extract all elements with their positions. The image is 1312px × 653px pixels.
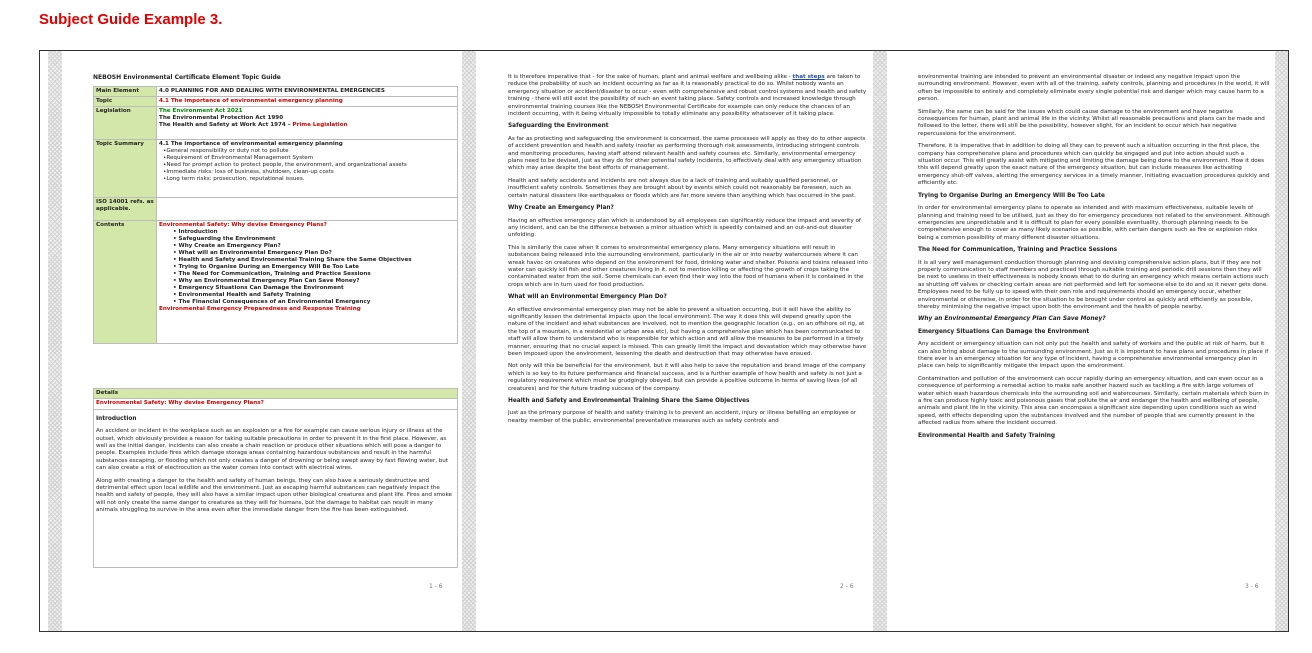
contents-label: Contents: [94, 221, 157, 344]
contents-item[interactable]: • The Need for Communication, Training and Practice Sessions: [173, 271, 455, 278]
paragraph: environmental training are intended to prevent an environmental disaster or indeed any negative impact upon the surrounding environment. However, even with all of the training, safety controls, planning and procedures in the world, it will often be impossible to entirely and completely eliminate every single potential risk and danger which may cause harm to a person.: [918, 74, 1270, 103]
legislation-line: The Environment Act 2021: [159, 108, 243, 115]
contents-item[interactable]: • Why Create an Emergency Plan?: [173, 243, 455, 250]
document-viewer[interactable]: [39, 50, 1289, 632]
page-gutter-2-3: [873, 51, 887, 631]
paragraph: Health and safety accidents and incidents are not always due to a lack of training and suitably qualified personnel, or insufficient safety controls. Sometimes they are brought about by events which could not reasonably be foreseen, such as certain natural disasters like earthquakes or floods which are far more severe than anything which has occurred in the past.: [508, 177, 856, 199]
topic-value: 4.1 The importance of environmental emergency planning: [157, 97, 458, 107]
section-heading: Trying to Organise During an Emergency Will Be Too Late: [918, 192, 1105, 199]
page-number: 2 - 6: [840, 583, 854, 590]
prime-legislation-tag: Prime Legislation: [292, 122, 348, 129]
legislation-line: The Environmental Protection Act 1990: [159, 115, 284, 122]
section-heading: Introduction: [96, 415, 137, 422]
details-subtitle: Environmental Safety: Why devise Emergency Plans?: [94, 398, 457, 408]
paragraph: An accident or incident in the workplace such as an explosion or a fire for example can cause serious injury or illness at the outset, which obviously provides a reason for taking suitable precautions in order to prevent it in the first place. However, as well as the initial danger, incidents can also create a chain reaction or produce other situations which will pose a danger to people. Examples include fires which damage storage areas containing hazardous substances and result in the harmful substances escaping, or flooding which not only creates a danger of drowning or being swept away by fast flowing water, but can also create a risk of electrocution as the water comes into contact with electrical wires.: [96, 428, 449, 472]
paragraph: In order for environmental emergency plans to operate as intended and with maximum effectiveness, suitable levels of planning and training need to be utilised, just as they do for emergency procedures not related to the environment. Although emergencies are unpredictable and it is difficult to plan for every possible eventuality, thorough planning needs to be comprehensive enough to cover as many likely scenarios as possible, with certain dangers such as fire or explosion risks being a common possibility of many different disaster situations.: [918, 205, 1270, 241]
paragraph: Just as the primary purpose of health and safety training is to prevent an accident, injury or illness befalling an employee or nearby member of the public, environmental preventative measures such as safety controls and: [508, 410, 857, 424]
legislation-label: Legislation: [94, 107, 157, 140]
paragraph-text: are taken to reduce the probability of such an incident occurring as far as it is reasonably practical to do so. Whilst nobody wants an emergency situation or accident/disaster to occur - even with comprehensive and robust control systems and health and safety training - there will still exist the possibility of such an event taking place. Safety controls and increased knowledge through environmental training courses like the NEBOSH Environmental Certificate for example can only reduce the chances of an incident occurring, with it being virtually impossible to totally eliminate any possibility whatsoever of it taking place.: [508, 74, 867, 118]
section-heading: Why an Environmental Emergency Plan Can Save Money?: [918, 316, 1106, 323]
document-page-3: [887, 51, 1275, 631]
page-gutter-1-2: [462, 51, 476, 631]
paragraph: As far as protecting and safeguarding the environment is concerned, the same processes will apply as they do to other aspects of accident prevention and health and safety insofar as performing thorough risk assessments, introducing stringent controls and monitoring procedures, having staff attend relevant health and safety courses etc. Similarly, environmental emergency plans need to be devised, just as they do for other potential safety incidents, to effectively deal with any emergency situation which may arise despite the best efforts of management.: [508, 135, 866, 172]
contents-footer: Environmental Emergency Preparedness and Response Training: [159, 306, 361, 313]
section-heading: What will an Environmental Emergency Plan Do?: [508, 294, 667, 301]
iso-value: [157, 198, 458, 221]
section-heading: Environmental Health and Safety Training: [918, 432, 1055, 439]
paragraph: Therefore, it is imperative that in addition to doing all they can to prevent such a situation occurring in the first place, the company has comprehensive plans and procedures which can quickly be engaged and put into action should such a situation occur. This will greatly assist with mitigating and limiting the damage being done to the environment. How it does this will depend greatly upon the exact nature of the emergency situation, but can include measures like activating emergency shut-off valves, alerting the emergency services in a timely manner, initiating evacuation procedures quickly and efficiently etc.: [918, 143, 1270, 187]
contents-item[interactable]: • What will an Environmental Emergency Plan Do?: [173, 250, 455, 257]
paragraph-text: It is therefore imperative that - for the sake of human, plant and animal welfare and wellbeing alike -: [508, 74, 793, 80]
page-heading: Subject Guide Example 3.: [39, 11, 223, 28]
iso-label: ISO 14001 refs. as applicable.: [94, 198, 157, 221]
paragraph: Not only will this be beneficial for the environment, but it will also help to save the reputation and brand image of the company which is so key to its future performance and financial success, and is a further example of how health and safety is not just a regulatory requirement which must be grudgingly obeyed, but can provide a positive outcome in terms of saving lives (of all creatures) and for the future trading success of the company.: [508, 363, 866, 392]
summary-bullet: • Immediate risks: loss of business, shutdown, clean-up costs: [163, 169, 455, 176]
paragraph: It is all very well management conduction thorough planning and devising comprehensive action plans, but if they are not properly communication to staff members and practiced through suitable training and periodic drill sessions then they will be next to useless in their effectiveness is nobody knows what to do during an emergency which means certain actions such as shutting off valves or checking certain areas are not performed and left for someone else to do and so it never gets done. Employees need to be fully up to speed with their own role and requirements should an emergency occur, whether environmental or otherwise, in order for the situation to be brought under control as quickly and efficiently as possible, thereby minimising the negative impact upon both the environment and the health of people nearby.: [918, 259, 1269, 310]
document-page-2: [476, 51, 873, 631]
contents-value: [157, 221, 458, 344]
topic-table: [93, 86, 458, 344]
document-title: NEBOSH Environmental Certificate Element Topic Guide: [93, 74, 281, 81]
paragraph: Any accident or emergency situation can not only put the health and safety of workers and the public at risk of harm, but it can also bring about damage to the surrounding environment. Just as it is important to have plans and procedures in place if there ever is an emergency situation for any type of incident, having a comprehensive environmental emergency plan in place can help to significantly mitigate the impact upon the environment.: [918, 341, 1269, 370]
page-number: 1 - 6: [429, 583, 443, 590]
contents-item[interactable]: • Introduction: [173, 229, 455, 236]
paragraph: This is similarly the case when it comes to environmental emergency plans. Many emergency situations will result in substances being released into the surrounding environment, particularly in the air or into nearby watercourses where it can wreak havoc on creatures who depend on the environment for food, drinking water and shelter. Poisons and toxins released into water can quickly kill fish and other creatures living in it, not to mention killing or affecting the growth of crops taking the contaminated water from the soil. Some chemicals can even find their way into the food of humans when it is contained in the crops which are in turn used for food production.: [508, 244, 868, 288]
contents-heading: Environmental Safety: Why devise Emergency Plans?: [159, 222, 327, 229]
summary-bullet: • Need for prompt action to protect people, the environment, and organizational assets: [163, 162, 455, 169]
contents-item[interactable]: • Health and Safety and Environmental Training Share the Same Objectives: [173, 257, 455, 264]
summary-bullet: • Long term risks: prosecution, reputational issues.: [163, 176, 455, 183]
paragraph: Along with creating a danger to the health and safety of human beings, they can also have a seriously destructive and detrimental effect upon local wildlife and the environment. Just as escaping harmful substances can negatively impact the health and safety of people, they will also have a similar impact upon other biological creatures and plant life. Fires and smoke will not only create the same danger to creatures as they will for humans, but the damage to habitat can result in many animals struggling to survive in the area even after the immediate danger from the fire has been extinguished.: [96, 477, 452, 514]
page-gutter-left: [48, 51, 62, 631]
document-page-1: [62, 51, 462, 631]
paragraph: An effective environmental emergency plan may not be able to prevent a situation occurring, but it will have the ability to significantly lessen the detrimental impacts upon the local environment. The way it does this will depend greatly upon the nature of the incident and what substances are involved, not to mention the geographic location (e.g., on an offshore oil rig, at the top of a mountain, in a residential or urban area etc), but having a comprehensive plan which has been communicated to staff will allow them to understand who is responsible for which action and will allow the measures to be performed in a timely manner, ensuring that no crucial aspect is missed. This can greatly limit the impact and devastation which may otherwise have been imposed upon the environment, lessening the death and destruction that may otherwise have ensued.: [508, 306, 867, 357]
summary-bullet: • Requirement of Environmental Management System: [163, 155, 455, 162]
section-heading: Health and Safety and Environmental Training Share the Same Objectives: [508, 398, 750, 405]
section-heading: The Need for Communication, Training and Practice Sessions: [918, 247, 1118, 254]
main-element-label: Main Element: [94, 87, 157, 97]
contents-item[interactable]: • The Financial Consequences of an Environmental Emergency: [173, 299, 455, 306]
page-gutter-right: [1275, 51, 1289, 631]
contents-item[interactable]: • Trying to Organise During an Emergency Will Be Too Late: [173, 264, 455, 271]
section-heading: Emergency Situations Can Damage the Environment: [918, 328, 1090, 335]
legislation-line: The Health and Safety at Work Act 1974 –: [159, 122, 293, 129]
summary-title: 4.1 The importance of environmental emergency planning: [159, 141, 343, 148]
summary-bullet: • General responsibility or duty not to pollute: [163, 148, 455, 155]
paragraph: Having an effective emergency plan which is understood by all employees can significantly reduce the impact and severity of any incident, and can be the difference between a minor situation which is speedily contained and an out-and-out disaster unfolding.: [508, 217, 861, 239]
section-heading: Why Create an Emergency Plan?: [508, 205, 614, 212]
paragraph: Contamination and pollution of the environment can occur rapidly during an emergency situation, and can even occur as a consequence of performing a remedial action to make safe another hazard such as tackling a fire with large volumes of water which wash hazardous chemicals into the surrounding soil and watercourses. Similarly, certain materials which burn in a fire can produce highly toxic and poisonous gases that pollute the air and endanger the health and wellbeing of people, animals and plant life in the vicinity. This area can encompass a significant size depending upon conditions such as wind speed, with effects depending upon the substances involved and the number of people that are currently present in the affected radius from where the incident occurred.: [918, 375, 1269, 427]
paragraph: Similarly, the same can be said for the issues which could cause damage to the environment and have negative consequences for human, plant and animal life in the vicinity. Whilst all reasonable precautions and plans can be made and followed to the letter, there will still be the possibility, however slight, for an incident to occur which has negative repercussions for the environment.: [918, 108, 1265, 137]
paragraph: [508, 74, 868, 118]
legislation-value: [157, 107, 458, 140]
contents-item[interactable]: • Environmental Health and Safety Training: [173, 292, 455, 299]
section-heading: Safeguarding the Environment: [508, 123, 609, 130]
contents-item[interactable]: • Safeguarding the Environment: [173, 236, 455, 243]
main-element-value: 4.0 PLANNING FOR AND DEALING WITH ENVIRONMENTAL EMERGENCIES: [157, 87, 458, 97]
that-steps-link[interactable]: that steps: [792, 74, 825, 80]
details-box: [93, 388, 458, 568]
contents-item[interactable]: • Why an Environmental Emergency Plan Can Save Money?: [173, 278, 455, 285]
details-label: Details: [94, 389, 457, 398]
page-number: 3 - 6: [1245, 583, 1259, 590]
topic-label: Topic: [94, 97, 157, 107]
contents-item[interactable]: • Emergency Situations Can Damage the Environment: [173, 285, 455, 292]
summary-value: [157, 140, 458, 198]
summary-label: Topic Summary: [94, 140, 157, 198]
